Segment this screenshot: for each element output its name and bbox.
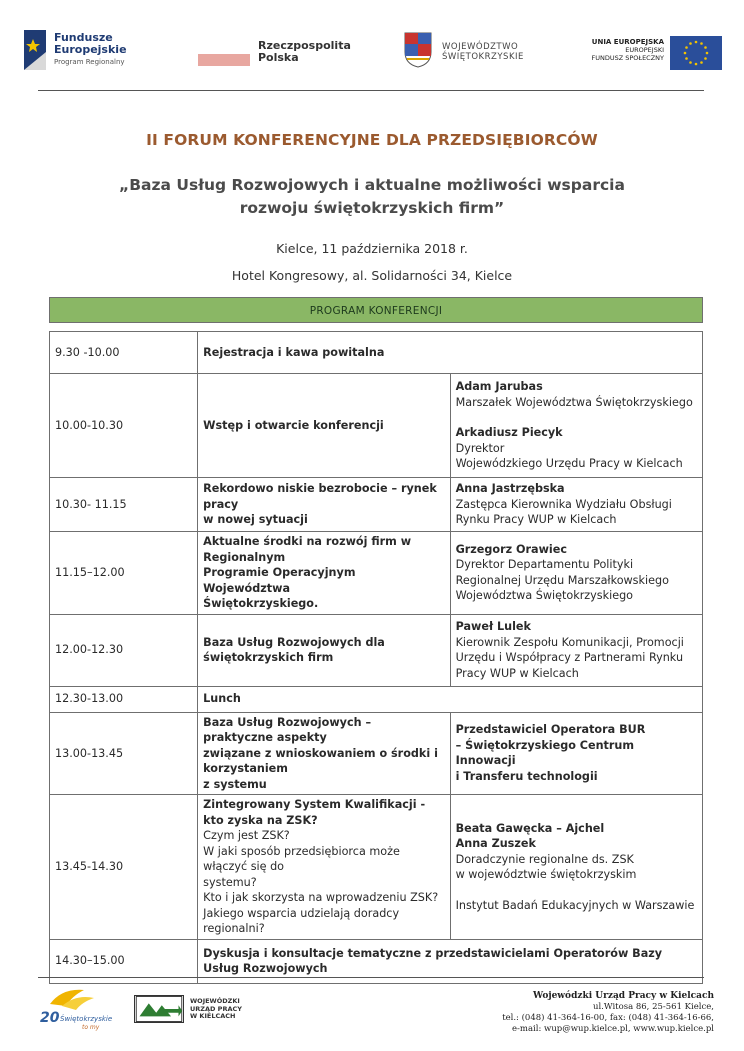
topic-line: z systemu <box>203 777 267 791</box>
row-time: 14.30–15.00 <box>50 939 198 983</box>
wup-mountains-icon <box>134 995 184 1023</box>
topic-line: Świętokrzyskiego. <box>203 597 319 610</box>
topic-line: Baza Usług Rozwojowych – praktyczne aspekty <box>203 715 372 744</box>
speaker-name: Arkadiusz Piecyk <box>455 426 563 440</box>
speaker-name: Anna Zuszek <box>455 837 536 850</box>
row-speakers <box>450 532 702 615</box>
topic-line: w nowej sytuacji <box>203 513 308 527</box>
table-row <box>50 332 703 374</box>
ue-line3: FUNDUSZ SPOŁECZNY <box>591 54 664 62</box>
table-row <box>50 374 703 478</box>
speaker-name: i Transferu technologii <box>455 769 598 783</box>
speaker-role: Pracy WUP w Kielcach <box>455 666 579 680</box>
speaker-role: Wojewódzkiego Urzędu Pracy w Kielcach <box>455 457 683 471</box>
fe-flag-icon <box>24 30 46 70</box>
speaker-name: Paweł Lulek <box>455 620 531 633</box>
ws-line2: ŚWIĘTOKRZYSKIE <box>442 52 524 62</box>
row-time: 11.15–12.00 <box>50 532 198 615</box>
wup-logo <box>134 995 244 1025</box>
rzeczpospolita-logo <box>198 39 351 70</box>
row-time: 12.00-12.30 <box>50 614 198 686</box>
eu-flag-icon <box>670 36 722 70</box>
table-row <box>50 686 703 712</box>
fundusze-europejskie-logo <box>24 30 184 74</box>
speaker-role: Kierownik Zespołu Komunikacji, Promocji <box>455 635 684 649</box>
topic-question: Czym jest ZSK? <box>203 829 290 842</box>
table-row <box>50 795 703 940</box>
speaker-name: Przedstawiciel Operatora BUR <box>455 723 646 737</box>
row-speakers <box>450 712 702 795</box>
footer-address-block <box>434 991 714 1035</box>
topic-question: systemu? <box>203 875 257 889</box>
row-topic <box>198 532 450 615</box>
topic-line: Aktualne środki na rozwój firm w Regionalnym <box>203 535 412 564</box>
row-time: 13.00-13.45 <box>50 712 198 795</box>
topic-line: związane z wnioskowaniem o środki i korzystaniem <box>203 746 438 775</box>
program-header: PROGRAM KONFERENCJI <box>49 297 703 323</box>
speaker-role: Zastępca Kierownika Wydziału Obsługi <box>455 497 672 511</box>
logo20-text2: to my <box>82 1024 100 1031</box>
logo20-number: 20 <box>40 1010 60 1026</box>
logo20-text: Świętokrzyskie <box>60 1015 113 1023</box>
rp-line2: Polska <box>258 51 299 64</box>
topic-line: Programie Operacyjnym Województwa <box>203 566 356 595</box>
speaker-role: Instytut Badań Edukacyjnych w Warszawie <box>455 898 695 912</box>
row-time: 12.30-13.00 <box>50 686 198 712</box>
speaker-role: Doradczynie regionalne ds. ZSK <box>455 852 634 866</box>
row-topic <box>198 712 450 795</box>
ue-line2: EUROPEJSKI <box>625 46 664 54</box>
fe-line2: Europejskie <box>54 43 127 56</box>
footer-phone: tel.: (048) 41-364-16-00, fax: (048) 41-364-16-66, <box>502 1013 714 1023</box>
wup-line3: W KIELCACH <box>190 1012 236 1020</box>
topic-question: Kto i jak skorzysta na wprowadzeniu ZSK? <box>203 891 439 904</box>
row-speakers <box>450 614 702 686</box>
unia-europejska-logo <box>570 36 722 72</box>
speaker-role: Rynku Pracy WUP w Kielcach <box>455 513 617 527</box>
speaker-name: Grzegorz Orawiec <box>455 542 567 556</box>
forum-subtitle: „Baza Usług Rozwojowych i aktualne możliwości wsparcia rozwoju świętokrzyskich firm” <box>119 176 625 217</box>
row-speakers <box>450 374 702 478</box>
row-topic: Lunch <box>198 686 703 712</box>
footer-address: ul.Witosa 86, 25-561 Kielce, <box>592 1002 714 1012</box>
row-topic <box>198 795 450 940</box>
row-topic: Wstęp i otwarcie konferencji <box>198 374 450 478</box>
forum-title: II FORUM KONFERENCYJNE DLA PRZEDSIĘBIORCÓW <box>146 131 598 149</box>
speaker-name: Anna Jastrzębska <box>455 482 565 496</box>
row-time: 10.00-10.30 <box>50 374 198 478</box>
speaker-name: Adam Jarubas <box>455 380 543 394</box>
ws-line1: WOJEWÓDZTWO <box>442 42 519 52</box>
event-date: Kielce, 11 października 2018 r. <box>276 241 468 256</box>
speaker-name: Beata Gawęcka – Ajchel <box>455 821 605 835</box>
row-time: 9.30 -10.00 <box>50 332 198 374</box>
ue-line1: UNIA EUROPEJSKA <box>591 38 664 46</box>
speaker-role: Marszałek Województwa Świętokrzyskiego <box>455 395 693 409</box>
table-row <box>50 532 703 615</box>
table-row <box>50 614 703 686</box>
row-topic: Rejestracja i kawa powitalna <box>198 332 703 374</box>
speaker-role: Urzędu i Współpracy z Partnerami Rynku <box>455 651 684 664</box>
swietokrzyskie-20-logo <box>32 986 120 1032</box>
row-topic <box>198 478 450 532</box>
speaker-role: Regionalnej Urzędu Marszałkowskiego <box>455 573 669 587</box>
row-time: 10.30- 11.15 <box>50 478 198 532</box>
topic-question: Jakiego wsparcia udzielają doradcy regionalni? <box>203 906 400 935</box>
speaker-role: w województwie świętokrzyskim <box>455 868 637 881</box>
row-speakers <box>450 795 702 940</box>
topic-line: Zintegrowany System Kwalifikacji - <box>203 798 426 811</box>
rp-line1: Rzeczpospolita <box>258 39 351 52</box>
fe-sub: Program Regionalny <box>54 58 125 66</box>
row-topic: Baza Usług Rozwojowych dla świętokrzyskich firm <box>198 614 450 686</box>
row-time: 13.45-14.30 <box>50 795 198 940</box>
fe-line1: Fundusze <box>54 31 113 44</box>
topic-line: kto zyska na ZSK? <box>203 813 318 827</box>
speaker-role: Województwa Świętokrzyskiego <box>455 589 634 603</box>
wojewodztwo-logo <box>404 32 534 72</box>
rp-flag-bar <box>198 54 250 66</box>
footer-org: Wojewódzki Urząd Pracy w Kielcach <box>532 991 714 1001</box>
wup-line2: URZĄD PRACY <box>190 1004 242 1013</box>
wup-line1: WOJEWÓDZKI <box>190 997 240 1005</box>
topic-line: Rekordowo niskie bezrobocie – rynek pracy <box>203 482 437 511</box>
speaker-name: – Świętokrzyskiego Centrum Innowacji <box>455 738 635 768</box>
speaker-role: Dyrektor Departamentu Polityki <box>455 558 634 572</box>
table-row <box>50 712 703 795</box>
topic-question: W jaki sposób przedsiębiorca może włączyć się do <box>203 844 400 873</box>
header-divider <box>38 90 704 91</box>
table-row <box>50 478 703 532</box>
program-table <box>49 297 703 984</box>
row-topic: Dyskusja i konsultacje tematyczne z przedstawicielami Operatorów Bazy Usług Rozwojowych <box>198 939 703 983</box>
event-venue: Hotel Kongresowy, al. Solidarności 34, Kielce <box>231 268 513 283</box>
footer-divider <box>38 977 704 978</box>
footer-email: e-mail: wup@wup.kielce.pl, www.wup.kielce.pl <box>512 1024 714 1034</box>
speaker-role: Dyrektor <box>455 441 505 455</box>
coat-of-arms-icon <box>404 32 432 68</box>
row-speakers <box>450 478 702 532</box>
